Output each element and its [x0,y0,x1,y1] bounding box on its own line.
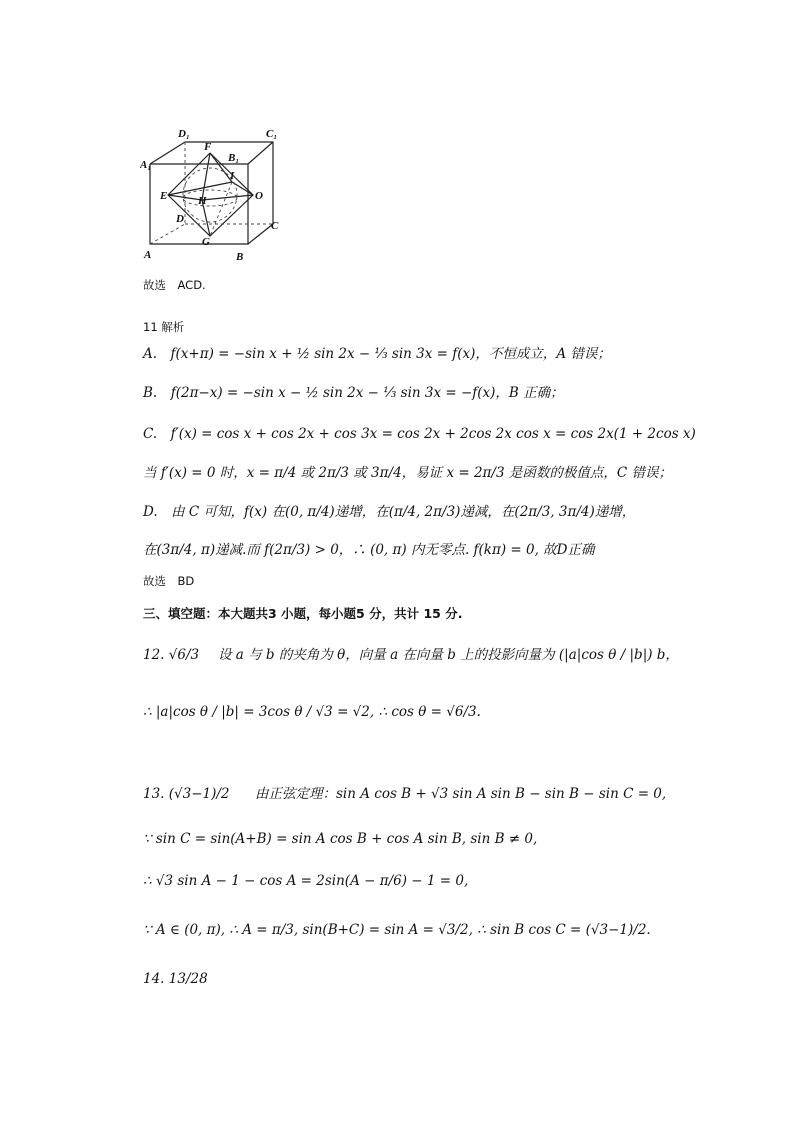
inscribed-sphere [183,168,237,222]
label-c: C [271,220,279,232]
octahedron-edge-oh [202,195,253,200]
q11-option-b: B. f(2π−x) = −sin x − ½ sin 2x − ⅓ sin 3x = −f(x)，B 正确； [143,385,564,401]
label-d1: D₁ [178,128,190,140]
label-o: O [255,190,263,202]
q11-conclusion: 故选 BD [143,574,195,588]
label-d: D [176,213,184,225]
label-a: A [144,249,152,261]
q11-option-d: D. 由 C 可知，f(x) 在(0, π/4)递增，在(π/4, 2π/3)递减，在(2π/3, 3π/4)递增， [143,504,636,520]
label-c1: C₁ [266,128,278,140]
q13-answer: 13. (√3−1)/2 [143,786,230,802]
cube-edge-bc [248,224,273,244]
q11-title: 11 解析 [143,320,185,334]
q11-option-d-cont: 在(3π/4, π)递减.而 f(2π/3) > 0，∴ (0, π) 内无零点. f(kπ) = 0, 故D正确 [143,542,595,558]
label-h: H [198,195,207,207]
label-e: E [160,190,168,202]
q12-solution: 设 a 与 b 的夹角为 θ，向量 a 在向量 b 上的投影向量为 (|a|cos θ / |b|) b， [218,647,679,663]
q13-solution-cont-2: ∴ √3 sin A − 1 − cos A = 2sin(A − π/6) − 1 = 0, [143,873,469,889]
q14-answer: 14. 13/28 [143,971,208,987]
cube-octahedron-figure [140,124,290,264]
q13-solution-cont-3: ∵ A ∈ (0, π), ∴ A = π/3, sin(B+C) = sin A = √3/2, ∴ sin B cos C = (√3−1)/2. [143,922,651,938]
q11-option-c: C. f′(x) = cos x + cos 2x + cos 3x = cos 2x + 2cos 2x cos x = cos 2x(1 + 2cos x) [143,426,696,442]
q11-option-c-cont: 当 f′(x) = 0 时，x = π/4 或 2π/3 或 3π/4，易证 x = 2π/3 是函数的极值点，C 错误； [143,465,672,481]
q12-answer: 12. √6/3 [143,647,200,663]
label-b: B [236,251,244,263]
section-3-heading: 三、填空题：本大题共3 小题，每小题5 分，共计 15 分. [143,606,463,621]
q13-solution-cont-1: ∵ sin C = sin(A+B) = sin A cos B + cos A sin B, sin B ≠ 0, [143,831,538,847]
octahedron-edge-ei [168,182,232,195]
label-b1: B₁ [228,152,240,164]
label-i: I [230,170,235,182]
q11-option-a: A. f(x+π) = −sin x + ½ sin 2x − ⅓ sin 3x = f(x)，不恒成立，A 错误； [143,346,611,362]
q13-solution: 由正弦定理：sin A cos B + √3 sin A sin B − sin B − sin C = 0, [255,786,667,802]
cube-edge-b1c1 [248,142,273,164]
label-a1: A₁ [140,159,152,171]
label-f: F [204,141,212,153]
q12-solution-cont: ∴ |a|cos θ / |b| = 3cos θ / √3 = √2, ∴ cos θ = √6/3. [143,704,481,720]
cube-edge-a1d1 [150,142,185,164]
hidden-edge-a-d [150,224,185,244]
q10-conclusion: 故选 ACD. [143,278,206,292]
label-g: G [202,236,210,248]
